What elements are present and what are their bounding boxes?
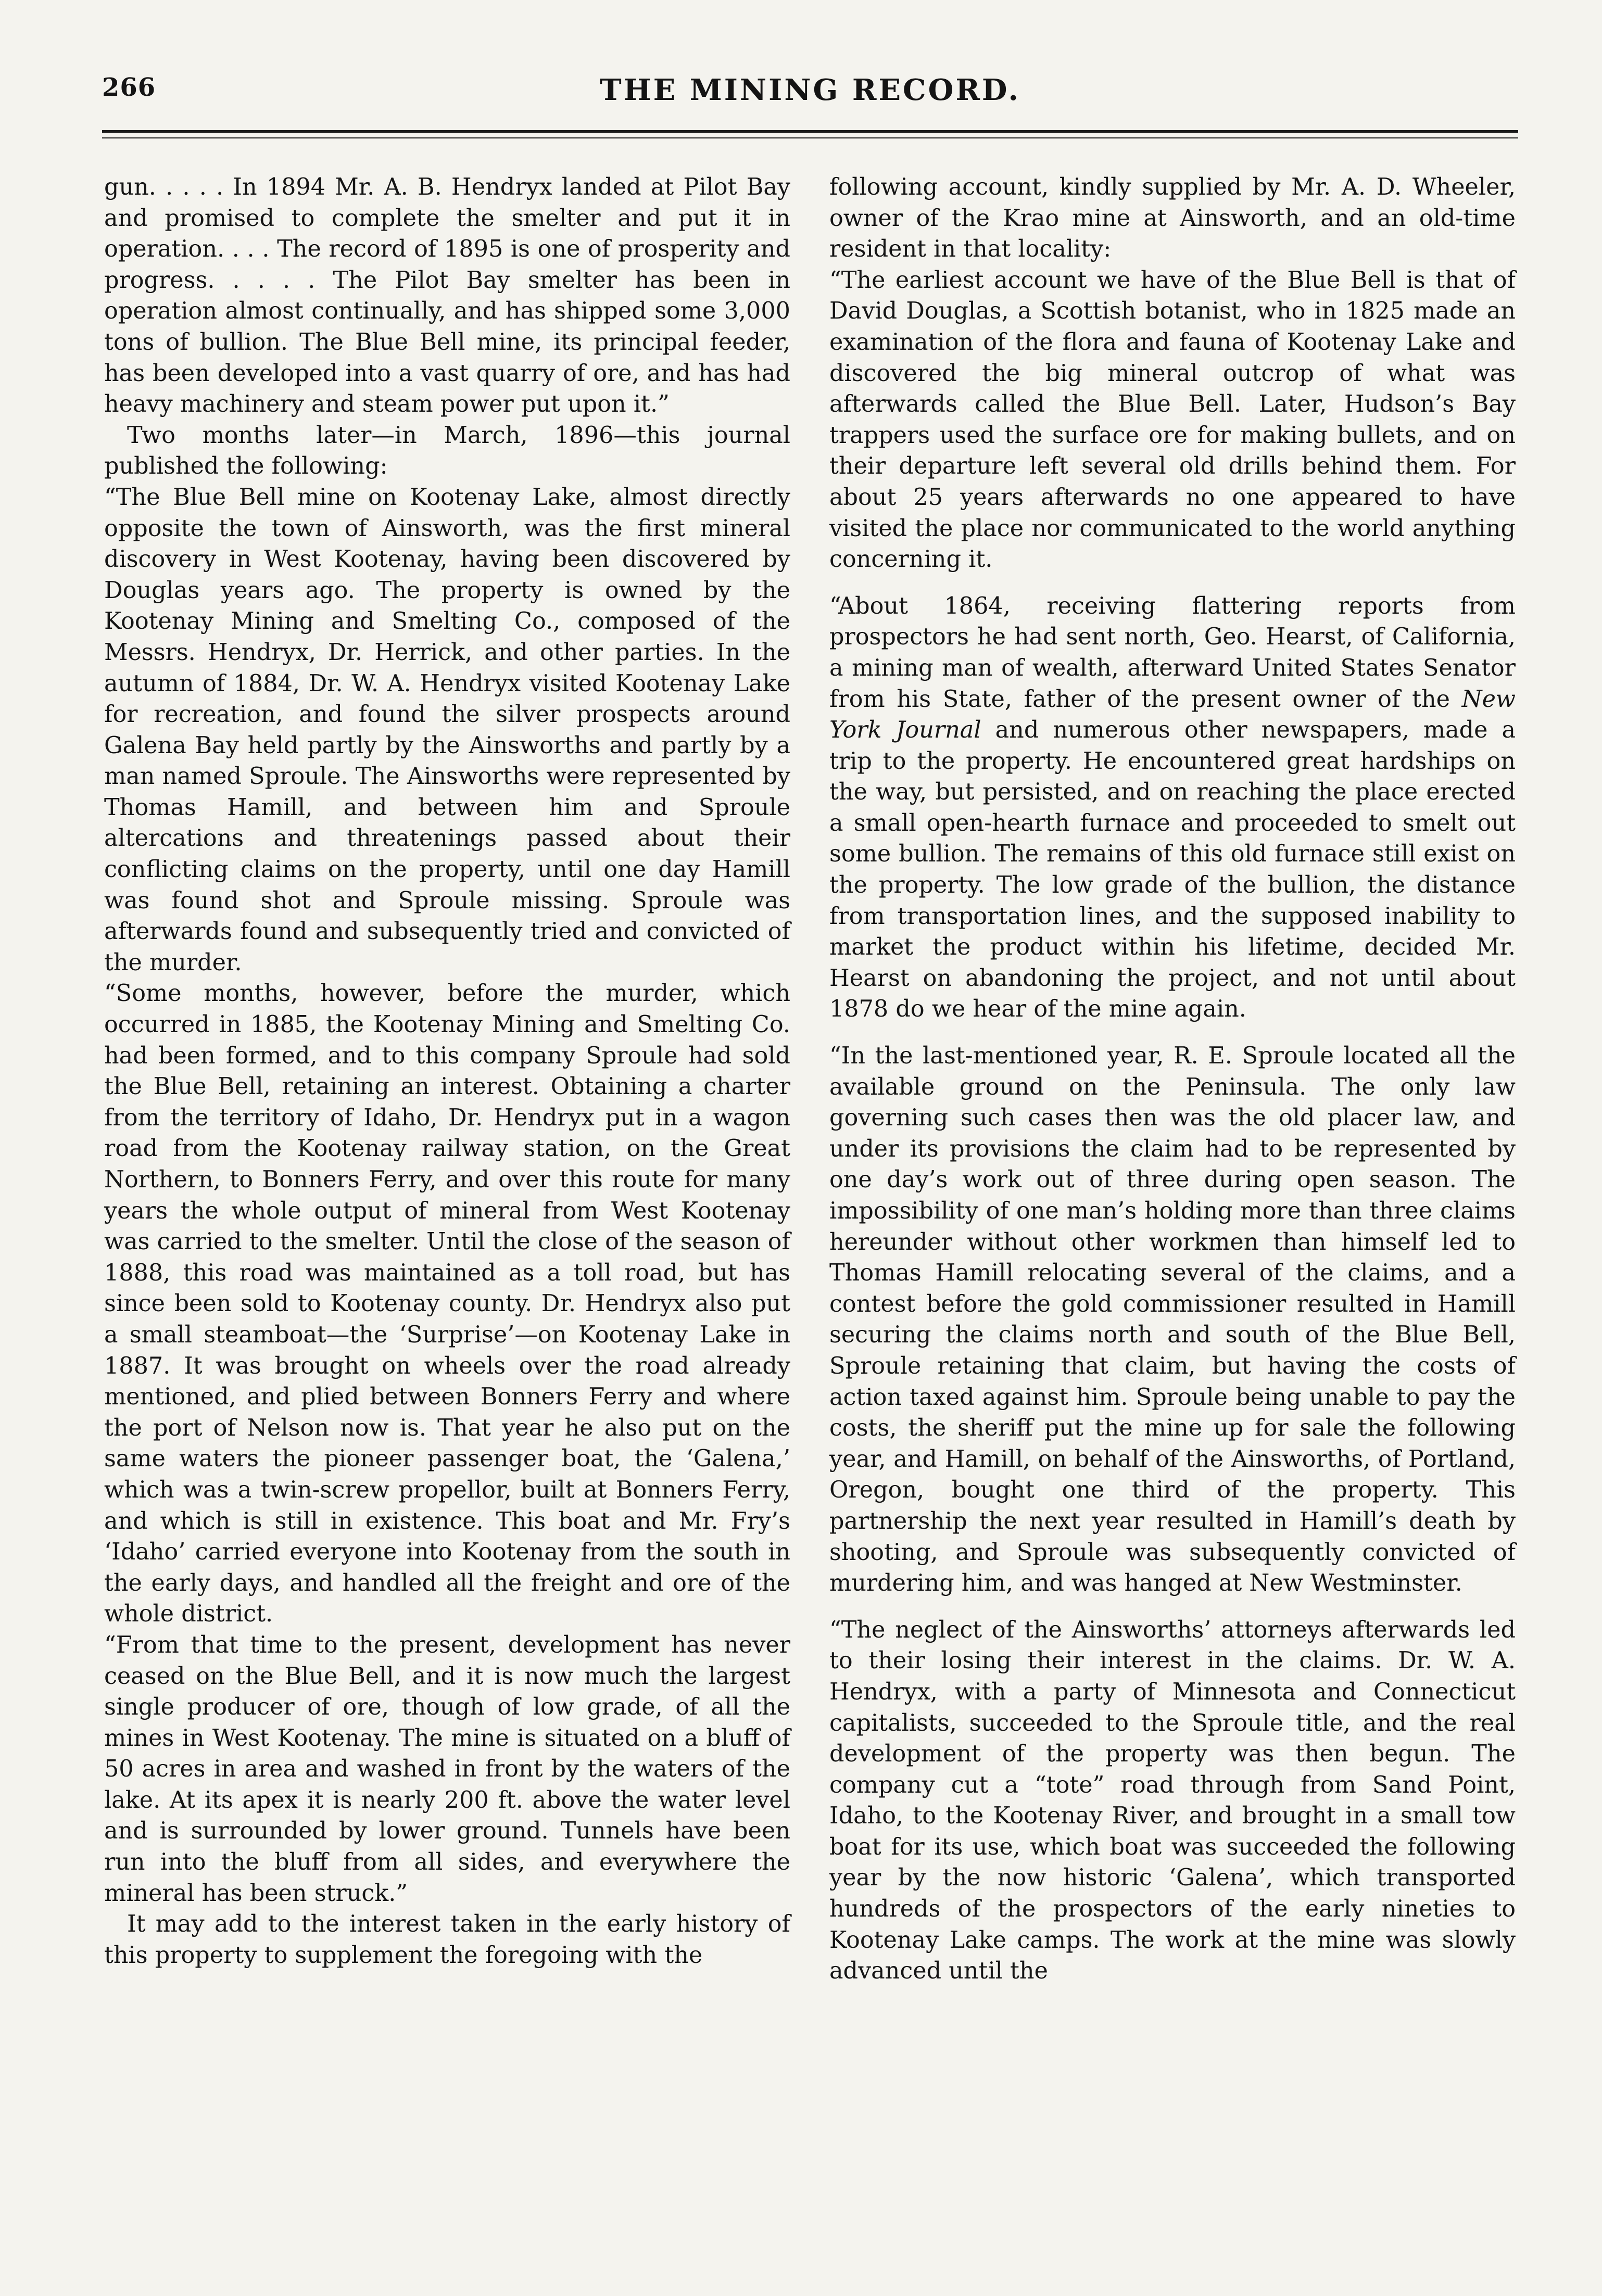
italic-title: New York Journal — [829, 686, 1516, 744]
page-number: 266 — [102, 73, 156, 102]
left-column — [104, 172, 790, 1971]
right-column — [829, 172, 1516, 1987]
paragraph — [829, 591, 1516, 1025]
paragraph: Two months later—in March, 1896—this journal published the following: — [104, 422, 790, 480]
header-rule-thick — [102, 130, 1518, 133]
page-header — [102, 73, 1518, 115]
paragraph: “The Blue Bell mine on Kootenay Lake, almost directly opposite the town of Ainsworth, was the first mineral discovery in West Kootenay, having been discovered by Douglas years ago. The property is owned by the Kootenay Mining and Smelting Co., composed of the Messrs. Hendryx, Dr. Herrick, and other parties. In the autumn of 1884, Dr. W. A. Hendryx visited Kootenay Lake for recreation, and found the silver prospects around Galena Bay held partly by the Ainsworths and partly by a man named Sproule. The Ainsworths were represented by Thomas Hamill, and between him and Sproule altercations and threatenings passed about their conflicting claims on the property, until one day Hamill was found shot and Sproule missing. Sproule was afterwards found and subsequently tried and convicted of the murder. — [104, 484, 790, 976]
header-rule-thin — [102, 137, 1518, 138]
paragraph: “In the last-mentioned year, R. E. Sproule located all the available ground on the Peninsula. The only law governing such cases then was the old placer law, and under its provisions the claim had to be represented by one day’s work out of three during open season. The impossibility of one man’s holding more than three claims hereunder without other workmen than himself led to Thomas Hamill relocating several of the claims, and a contest before the gold commissioner resulted in Hamill securing the claims north and south of the Blue Bell, Sproule retaining that claim, but having the costs of action taxed against him. Sproule being unable to pay the costs, the sheriff put the mine up for sale the following year, and Hamill, on behalf of the Ainsworths, of Portland, Oregon, bought one third of the property. This partnership the next year resulted in Hamill’s death by shooting, and Sproule was subsequently convicted of murdering him, and was hanged at New Westminster. — [829, 1043, 1516, 1597]
running-title: THE MINING RECORD. — [599, 73, 1020, 107]
paragraph: “Some months, however, before the murder, which occurred in 1885, the Kootenay Mining and Smelting Co. had been formed, and to this company Sproule had sold the Blue Bell, retaining an interest. Obtaining a charter from the territory of Idaho, Dr. Hendryx put in a wagon road from the Kootenay railway station, on the Great Northern, to Bonners Ferry, and over this route for many years the whole output of mineral from West Kootenay was carried to the smelter. Until the close of the season of 1888, this road was maintained as a toll road, but has since been sold to Kootenay county. Dr. Hendryx also put a small steamboat—the ‘Surprise’—on Kootenay Lake in 1887. It was brought on wheels over the road already mentioned, and plied between Bonners Ferry and where the port of Nelson now is. That year he also put on the same waters the pioneer passenger boat, the ‘Galena,’ which was a twin-screw propellor, built at Bonners Ferry, and which is still in existence. This boat and Mr. Fry’s ‘Idaho’ carried everyone into Kootenay from the south in the early days, and handled all the freight and ore of the whole district. — [104, 980, 790, 1628]
paragraph: gun. . . . . In 1894 Mr. A. B. Hendryx landed at Pilot Bay and promised to complete the smelter and put it in operation. . . . The record of 1895 is one of prosperity and progress. . . . . The Pilot Bay smelter has been in operation almost continually, and has shipped some 3,000 tons of bullion. The Blue Bell mine, its principal feeder, has been developed into a vast quarry of ore, and has had heavy machinery and steam power put upon it.” — [104, 174, 790, 418]
paragraph: It may add to the interest taken in the early history of this property to supplement the foregoing with the — [104, 1911, 790, 1969]
paragraph: “The neglect of the Ainsworths’ attorneys afterwards led to their losing their interest in the claims. Dr. W. A. Hendryx, with a party of Minnesota and Connecticut capitalists, succeeded to the Sproule title, and the real development of the property was then begun. The company cut a “tote” road through from Sand Point, Idaho, to the Kootenay River, and brought in a small tow boat for its use, which boat was succeeded the following year by the now historic ‘Galena’, which transported hundreds of the prospectors of the early nineties to Kootenay Lake camps. The work at the mine was slowly advanced until the — [829, 1616, 1516, 1985]
paragraph: following account, kindly supplied by Mr. A. D. Wheeler, owner of the Krao mine at Ainsworth, and an old-time resident in that locality: — [829, 174, 1516, 263]
paragraph: “From that time to the present, development has never ceased on the Blue Bell, and it is now much the largest single producer of ore, though of low grade, of all the mines in West Kootenay. The mine is situated on a bluff of 50 acres in area and washed in front by the waters of the lake. At its apex it is nearly 200 ft. above the water level and is surrounded by lower ground. Tunnels have been run into the bluff from all sides, and everywhere the mineral has been struck.” — [104, 1631, 790, 1907]
paragraph-text: “About 1864, receiving flattering reports from prospectors he had sent north, Geo. Hearst, of California, a mining man of wealth, afterward United States Senator from his State, father of the present owner of the — [829, 592, 1516, 713]
paragraph: “The earliest account we have of the Blue Bell is that of David Douglas, a Scottish botanist, who in 1825 made an examination of the flora and fauna of Kootenay Lake and discovered the big mineral outcrop of what was afterwards called the Blue Bell. Later, Hudson’s Bay trappers used the surface ore for making bullets, and on their departure left several old drills behind them. For about 25 years afterwards no one appeared to have visited the place nor communicated to the world anything concerning it. — [829, 267, 1516, 573]
paragraph-text: and numerous other newspapers, made a trip to the property. He encountered great hardships on the way, but persisted, and on reaching the place erected a small open-hearth furnace and proceeded to smelt out some bullion. The remains of this old furnace still exist on the property. The low grade of the bullion, the distance from transportation lines, and the supposed inability to market the product within his lifetime, decided Mr. Hearst on abandoning the project, and not until about 1878 do we hear of the mine again. — [829, 717, 1516, 1023]
